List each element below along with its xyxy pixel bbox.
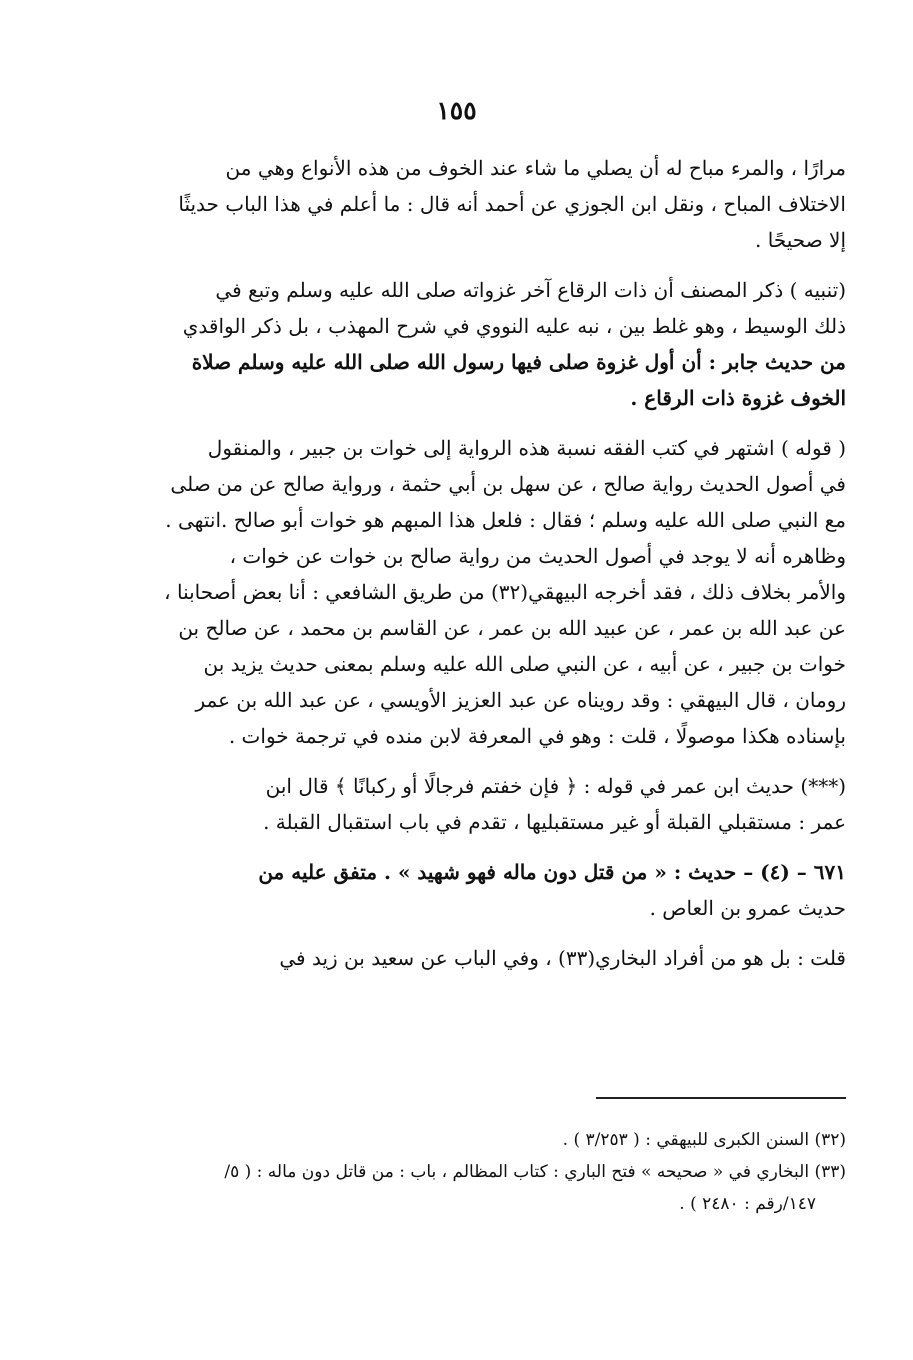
paragraph-gap — [90, 416, 846, 430]
text-line: من حديث جابر : أن أول غزوة صلى فيها رسول الله صلى الله عليه وسلم صلاة — [191, 350, 846, 374]
text-line: حديث عمرو بن العاص . — [649, 896, 846, 920]
text-line: خوات بن جبير ، عن أبيه ، عن النبي صلى الله عليه وسلم بمعنى حديث يزيد بن — [203, 652, 846, 676]
paragraph-gap — [90, 926, 846, 940]
text-line: ( قوله ) اشتهر في كتب الفقه نسبة هذه الرواية إلى خوات بن جبير ، والمنقول — [207, 436, 846, 460]
text-line: والأمر بخلاف ذلك ، فقد أخرجه البيهقي(٣٢) من طريق الشافعي : أنا بعض أصحابنا ، — [164, 580, 846, 604]
paragraph-4 — [90, 768, 846, 840]
text-line: الخوف غزوة ذات الرقاع . — [630, 386, 846, 410]
paragraph-6 — [90, 940, 846, 976]
text-line: مع النبي صلى الله عليه وسلم ؛ فقال : فلعل هذا المبهم هو خوات أبو صالح .انتهى . — [165, 508, 846, 532]
paragraph-5 — [90, 854, 846, 926]
main-text — [90, 150, 846, 976]
text-line: ذلك الوسيط ، وهو غلط بين ، نبه عليه النووي في شرح المهذب ، بل ذكر الواقدي — [182, 314, 846, 338]
paragraph-gap — [90, 840, 846, 854]
text-line: الاختلاف المباح ، ونقل ابن الجوزي عن أحمد أنه قال : ما أعلم في هذا الباب حديثًا — [178, 192, 846, 216]
paragraph-gap — [90, 258, 846, 272]
text-line: (***) حديث ابن عمر في قوله : ﴿ فإن خفتم فرجالًا أو ركبانًا ﴾ قال ابن — [265, 774, 846, 798]
paragraph-2 — [90, 272, 846, 416]
paragraph-3 — [90, 430, 846, 754]
text-line: عن عبد الله بن عمر ، عن عبيد الله بن عمر ، عن القاسم بن محمد ، عن صالح بن — [178, 616, 846, 640]
footnote-33: (٣٣) البخاري في « صحيحه » فتح الباري : كتاب المظالم ، باب : من قاتل دون ماله : ( ٥/ — [224, 1162, 846, 1182]
footnote-33-continuation: ١٤٧/رقم : ٢٤٨٠ ) . — [679, 1194, 816, 1214]
paragraph-gap — [90, 754, 846, 768]
text-line: (تنبيه ) ذكر المصنف أن ذات الرقاع آخر غزواته صلى الله عليه وسلم وتبع في — [215, 278, 846, 302]
text-line: في أصول الحديث رواية صالح ، عن سهل بن أبي حثمة ، ورواية صالح عن من صلى — [170, 472, 846, 496]
paragraph-1 — [90, 150, 846, 258]
text-line: وظاهره أنه لا يوجد في أصول الحديث من رواية صالح بن خوات عن خوات ، — [229, 544, 846, 568]
text-line: قلت : بل هو من أفراد البخاري(٣٣) ، وفي الباب عن سعيد بن زيد في — [279, 946, 846, 970]
footnotes — [90, 1124, 846, 1220]
text-line: إلا صحيحًا . — [755, 228, 846, 252]
footnote-32: (٣٢) السنن الكبرى للبيهقي : ( ٣/٢٥٣ ) . — [562, 1130, 846, 1150]
text-line: بإسناده هكذا موصولًا ، قلت : وهو في المعرفة لابن منده في ترجمة خوات . — [228, 724, 846, 748]
text-line: ٦٧١ – (٤) – حديث : « من قتل دون ماله فهو شهيد » . متفق عليه من — [258, 860, 846, 884]
footnote-divider — [596, 1097, 846, 1099]
text-line: رومان ، قال البيهقي : وقد رويناه عن عبد العزيز الأويسي ، عن عبد الله بن عمر — [195, 688, 846, 712]
text-line: مرارًا ، والمرء مباح له أن يصلي ما شاء عند الخوف من هذه الأنواع وهي من — [225, 156, 846, 180]
page-number: ١٥٥ — [436, 96, 477, 125]
text-line: عمر : مستقبلي القبلة أو غير مستقبليها ، تقدم في باب استقبال القبلة . — [263, 810, 846, 834]
